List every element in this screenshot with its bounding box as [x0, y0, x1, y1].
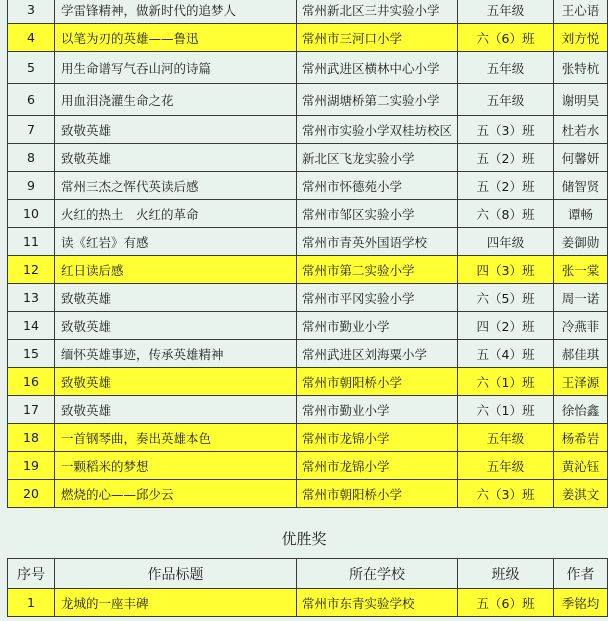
header-author[interactable]: 作者 — [554, 559, 608, 589]
cell-no[interactable]: 20 — [8, 480, 55, 508]
cell-title[interactable]: 读《红岩》有感 — [55, 228, 297, 256]
header-school[interactable]: 所在学校 — [297, 559, 458, 589]
cell-no[interactable]: 10 — [8, 200, 55, 228]
cell-school[interactable]: 常州武进区横林中心小学 — [297, 52, 458, 84]
cell-author[interactable]: 何馨妍 — [554, 144, 608, 172]
cell-school[interactable]: 常州市朝阳桥小学 — [297, 368, 458, 396]
cell-author[interactable]: 刘方悦 — [554, 24, 608, 52]
cell-no[interactable]: 6 — [8, 84, 55, 116]
table-row — [8, 368, 608, 396]
cell-school[interactable]: 常州市实验小学双桂坊校区 — [297, 116, 458, 144]
cell-author[interactable]: 黄沁钰 — [554, 452, 608, 480]
cell-title[interactable]: 龙城的一座丰碑 — [55, 589, 297, 617]
table-row — [8, 284, 608, 312]
cell-school[interactable]: 常州湖塘桥第二实验小学 — [297, 84, 458, 116]
cell-school[interactable]: 常州市龙锦小学 — [297, 424, 458, 452]
cell-no[interactable]: 16 — [8, 368, 55, 396]
cell-author[interactable]: 徐怡鑫 — [554, 396, 608, 424]
table-row — [8, 340, 608, 368]
cell-class[interactable]: 五年级 — [458, 52, 554, 84]
cell-title[interactable]: 致敬英雄 — [55, 368, 297, 396]
cell-title[interactable]: 火红的热土 火红的革命 — [55, 200, 297, 228]
cell-title[interactable]: 燃烧的心——邱少云 — [55, 480, 297, 508]
cell-title[interactable]: 用血泪浇灌生命之花 — [55, 84, 297, 116]
cell-class[interactable]: 五（3）班 — [458, 116, 554, 144]
table-row — [8, 84, 608, 116]
table-row — [8, 589, 608, 617]
cell-title[interactable]: 一首钢琴曲，奏出英雄本色 — [55, 424, 297, 452]
cell-no[interactable]: 12 — [8, 256, 55, 284]
cell-title[interactable]: 致敬英雄 — [55, 396, 297, 424]
cell-class[interactable]: 六（6）班 — [458, 24, 554, 52]
cell-author[interactable]: 谢明昊 — [554, 84, 608, 116]
cell-school[interactable]: 常州市勤业小学 — [297, 312, 458, 340]
cell-class[interactable]: 五年级 — [458, 452, 554, 480]
cell-school[interactable]: 新北区飞龙实验小学 — [297, 144, 458, 172]
table-row — [8, 256, 608, 284]
cell-author[interactable]: 郝佳琪 — [554, 340, 608, 368]
cell-class[interactable]: 五年级 — [458, 84, 554, 116]
table-row — [8, 396, 608, 424]
cell-title[interactable]: 红日读后感 — [55, 256, 297, 284]
section-title: 优胜奖 — [281, 530, 327, 548]
cell-class[interactable]: 四（2）班 — [458, 312, 554, 340]
cell-no[interactable]: 19 — [8, 452, 55, 480]
cell-class[interactable]: 四年级 — [458, 228, 554, 256]
table-row — [8, 228, 608, 256]
cell-school[interactable]: 常州市勤业小学 — [297, 396, 458, 424]
cell-class[interactable]: 五（2）班 — [458, 172, 554, 200]
table-row — [8, 452, 608, 480]
table-row — [8, 116, 608, 144]
cell-no[interactable]: 1 — [8, 589, 55, 617]
cell-title[interactable]: 致敬英雄 — [55, 312, 297, 340]
cell-title[interactable]: 致敬英雄 — [55, 144, 297, 172]
header-title[interactable]: 作品标题 — [55, 559, 297, 589]
cell-author[interactable]: 谭畅 — [554, 200, 608, 228]
cell-author[interactable]: 姜淇文 — [554, 480, 608, 508]
table-row — [8, 0, 608, 24]
cell-class[interactable]: 六（1）班 — [458, 368, 554, 396]
cell-no[interactable]: 3 — [8, 0, 55, 24]
table-row — [8, 144, 608, 172]
cell-title[interactable]: 以笔为刃的英雄——鲁迅 — [55, 24, 297, 52]
cell-class[interactable]: 六（3）班 — [458, 480, 554, 508]
cell-no[interactable]: 18 — [8, 424, 55, 452]
cell-class[interactable]: 五年级 — [458, 0, 554, 24]
table-row — [8, 480, 608, 508]
cell-class[interactable]: 五（2）班 — [458, 144, 554, 172]
cell-author[interactable]: 储智贤 — [554, 172, 608, 200]
cell-no[interactable]: 14 — [8, 312, 55, 340]
cell-author[interactable]: 杨希岩 — [554, 424, 608, 452]
table-row — [8, 24, 608, 52]
table-row — [8, 424, 608, 452]
cell-no[interactable]: 5 — [8, 52, 55, 84]
table-row — [8, 312, 608, 340]
cell-author[interactable]: 张特杭 — [554, 52, 608, 84]
table-row — [8, 52, 608, 84]
cell-title[interactable]: 常州三杰之恽代英读后感 — [55, 172, 297, 200]
cell-no[interactable]: 9 — [8, 172, 55, 200]
cell-class[interactable]: 六（1）班 — [458, 396, 554, 424]
cell-school[interactable]: 常州市龙锦小学 — [297, 452, 458, 480]
cell-class[interactable]: 五年级 — [458, 424, 554, 452]
cell-class[interactable]: 六（8）班 — [458, 200, 554, 228]
cell-author[interactable]: 王泽源 — [554, 368, 608, 396]
awards-table-top — [7, 0, 608, 508]
cell-author[interactable]: 姜御勋 — [554, 228, 608, 256]
cell-school[interactable]: 常州市东青实验学校 — [297, 589, 458, 617]
cell-title[interactable]: 缅怀英雄事迹，传承英雄精神 — [55, 340, 297, 368]
table-row — [8, 172, 608, 200]
cell-author[interactable]: 张一棠 — [554, 256, 608, 284]
cell-no[interactable]: 4 — [8, 24, 55, 52]
cell-title[interactable]: 致敬英雄 — [55, 116, 297, 144]
cell-title[interactable]: 一颗稻米的梦想 — [55, 452, 297, 480]
cell-school[interactable]: 常州市青英外国语学校 — [297, 228, 458, 256]
cell-no[interactable]: 8 — [8, 144, 55, 172]
cell-author[interactable]: 王心语 — [554, 0, 608, 24]
cell-school[interactable]: 常州市三河口小学 — [297, 24, 458, 52]
cell-no[interactable]: 11 — [8, 228, 55, 256]
cell-school[interactable]: 常州市平冈实验小学 — [297, 284, 458, 312]
cell-school[interactable]: 常州市怀德苑小学 — [297, 172, 458, 200]
cell-no[interactable]: 13 — [8, 284, 55, 312]
cell-class[interactable]: 四（3）班 — [458, 256, 554, 284]
excellence-table — [7, 558, 608, 617]
cell-school[interactable]: 常州市第二实验小学 — [297, 256, 458, 284]
cell-school[interactable]: 常州市朝阳桥小学 — [297, 480, 458, 508]
cell-title[interactable]: 致敬英雄 — [55, 284, 297, 312]
cell-no[interactable]: 17 — [8, 396, 55, 424]
cell-title[interactable]: 学雷锋精神，做新时代的追梦人 — [55, 0, 297, 24]
cell-class[interactable]: 六（5）班 — [458, 284, 554, 312]
header-class[interactable]: 班级 — [458, 559, 554, 589]
cell-school[interactable]: 常州武进区刘海粟小学 — [297, 340, 458, 368]
cell-no[interactable]: 7 — [8, 116, 55, 144]
cell-no[interactable]: 15 — [8, 340, 55, 368]
cell-author[interactable]: 周一诺 — [554, 284, 608, 312]
cell-author[interactable]: 杜若水 — [554, 116, 608, 144]
cell-author[interactable]: 季铭均 — [554, 589, 608, 617]
cell-school[interactable]: 常州新北区三井实验小学 — [297, 0, 458, 24]
cell-class[interactable]: 五（6）班 — [458, 589, 554, 617]
cell-title[interactable]: 用生命谱写气吞山河的诗篇 — [55, 52, 297, 84]
cell-class[interactable]: 五（4）班 — [458, 340, 554, 368]
header-no[interactable]: 序号 — [8, 559, 55, 589]
cell-author[interactable]: 冷燕菲 — [554, 312, 608, 340]
header-row — [8, 559, 608, 589]
cell-school[interactable]: 常州市邹区实验小学 — [297, 200, 458, 228]
table-row — [8, 200, 608, 228]
